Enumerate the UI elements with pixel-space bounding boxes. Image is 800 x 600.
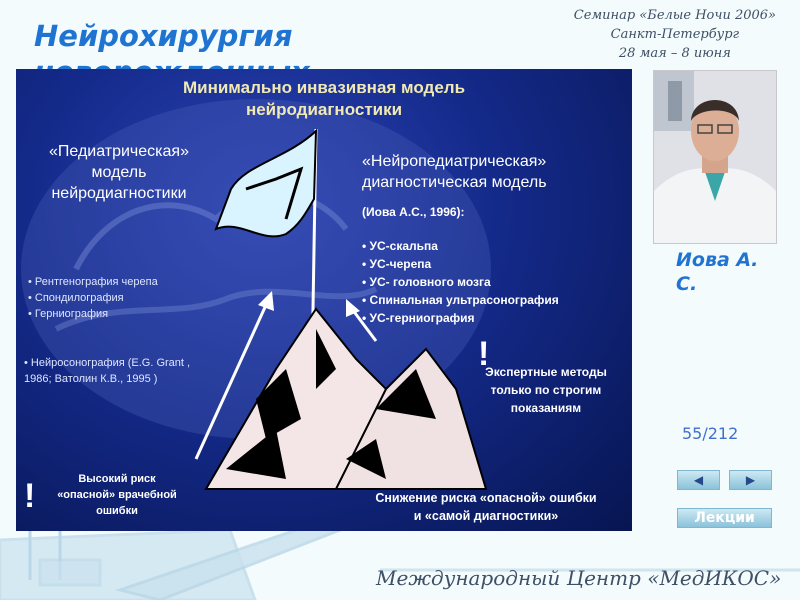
author-name-line2: С. bbox=[676, 273, 698, 295]
pediatric-model-heading bbox=[24, 141, 214, 204]
list-item: • Спинальная ультрасонография bbox=[362, 293, 559, 307]
exclamation-mark: ! bbox=[24, 477, 36, 515]
seminar-city: Санкт-Петербург bbox=[610, 27, 740, 42]
list-item: • Герниография bbox=[28, 308, 109, 320]
reduction-note-line2: и «самой диагностики» bbox=[413, 509, 559, 523]
lectures-button[interactable]: Лекции bbox=[677, 508, 772, 528]
slide-title-line2: нейродиагностики bbox=[245, 100, 403, 119]
reduction-note-line1: Снижение риска «опасной» ошибки bbox=[375, 491, 597, 505]
author-photo bbox=[653, 70, 777, 244]
author-name-line1: Иова А. bbox=[676, 249, 759, 271]
list-item: • Нейросонография (E.G. Grant , bbox=[24, 357, 191, 369]
expert-note-line1: Экспертные методы bbox=[485, 365, 607, 379]
author-name bbox=[676, 248, 758, 296]
slide-counter: 55/212 bbox=[682, 424, 739, 443]
arrow-right-icon: ▶ bbox=[745, 473, 756, 487]
risk-note-line3: ошибки bbox=[96, 505, 138, 517]
list-item: • УС-скальпа bbox=[362, 239, 438, 253]
pediatric-heading-line3: нейродиагностики bbox=[51, 185, 187, 202]
neuropediatric-heading-line1: «Нейропедиатрическая» bbox=[362, 153, 547, 170]
expert-methods-note bbox=[456, 363, 632, 417]
risk-reduction-note bbox=[344, 489, 628, 525]
next-slide-button[interactable] bbox=[729, 470, 772, 490]
slide-title-line1: Минимально инвазивная модель bbox=[182, 78, 466, 97]
neuropediatric-heading-line2: диагностическая модель bbox=[362, 174, 547, 191]
risk-note-line1: Высокий риск bbox=[78, 473, 156, 485]
high-risk-note bbox=[42, 471, 192, 519]
seminar-name: Семинар «Белые Ночи 2006» bbox=[573, 8, 776, 23]
pediatric-heading-line1: «Педиатрическая» bbox=[49, 143, 189, 160]
seminar-dates: 28 мая – 8 июня bbox=[618, 46, 731, 61]
list-item: 1986; Ватолин К.В., 1995 ) bbox=[24, 373, 158, 385]
seminar-info bbox=[574, 6, 776, 63]
footer-organization: Международный Центр «МедИКОС» bbox=[376, 566, 782, 590]
lecture-slide bbox=[16, 69, 632, 531]
risk-note-line2: «опасной» врачебной bbox=[57, 489, 177, 501]
list-item: • УС-герниография bbox=[362, 311, 475, 325]
pediatric-heading-line2: модель bbox=[91, 164, 147, 181]
arrow-left-icon: ◀ bbox=[693, 473, 704, 487]
pediatric-methods-list bbox=[28, 274, 158, 322]
slide-title bbox=[16, 77, 632, 121]
neuropediatric-methods-list bbox=[362, 237, 559, 327]
expert-note-line3: показаниям bbox=[510, 401, 582, 415]
neuropediatric-model-heading bbox=[362, 151, 547, 193]
expert-note-line2: только по строгим bbox=[490, 383, 602, 397]
list-item: • УС- головного мозга bbox=[362, 275, 491, 289]
page-title: Нейрохирургия bbox=[34, 19, 293, 53]
neurosonography-item bbox=[24, 355, 190, 387]
list-item: • УС-черепа bbox=[362, 257, 432, 271]
prev-slide-button[interactable] bbox=[677, 470, 720, 490]
list-item: • Рентгенография черепа bbox=[28, 276, 158, 288]
neuropediatric-citation: (Иова А.С., 1996): bbox=[362, 205, 465, 219]
list-item: • Спондилография bbox=[28, 292, 124, 304]
exclamation-mark: ! bbox=[478, 335, 490, 373]
